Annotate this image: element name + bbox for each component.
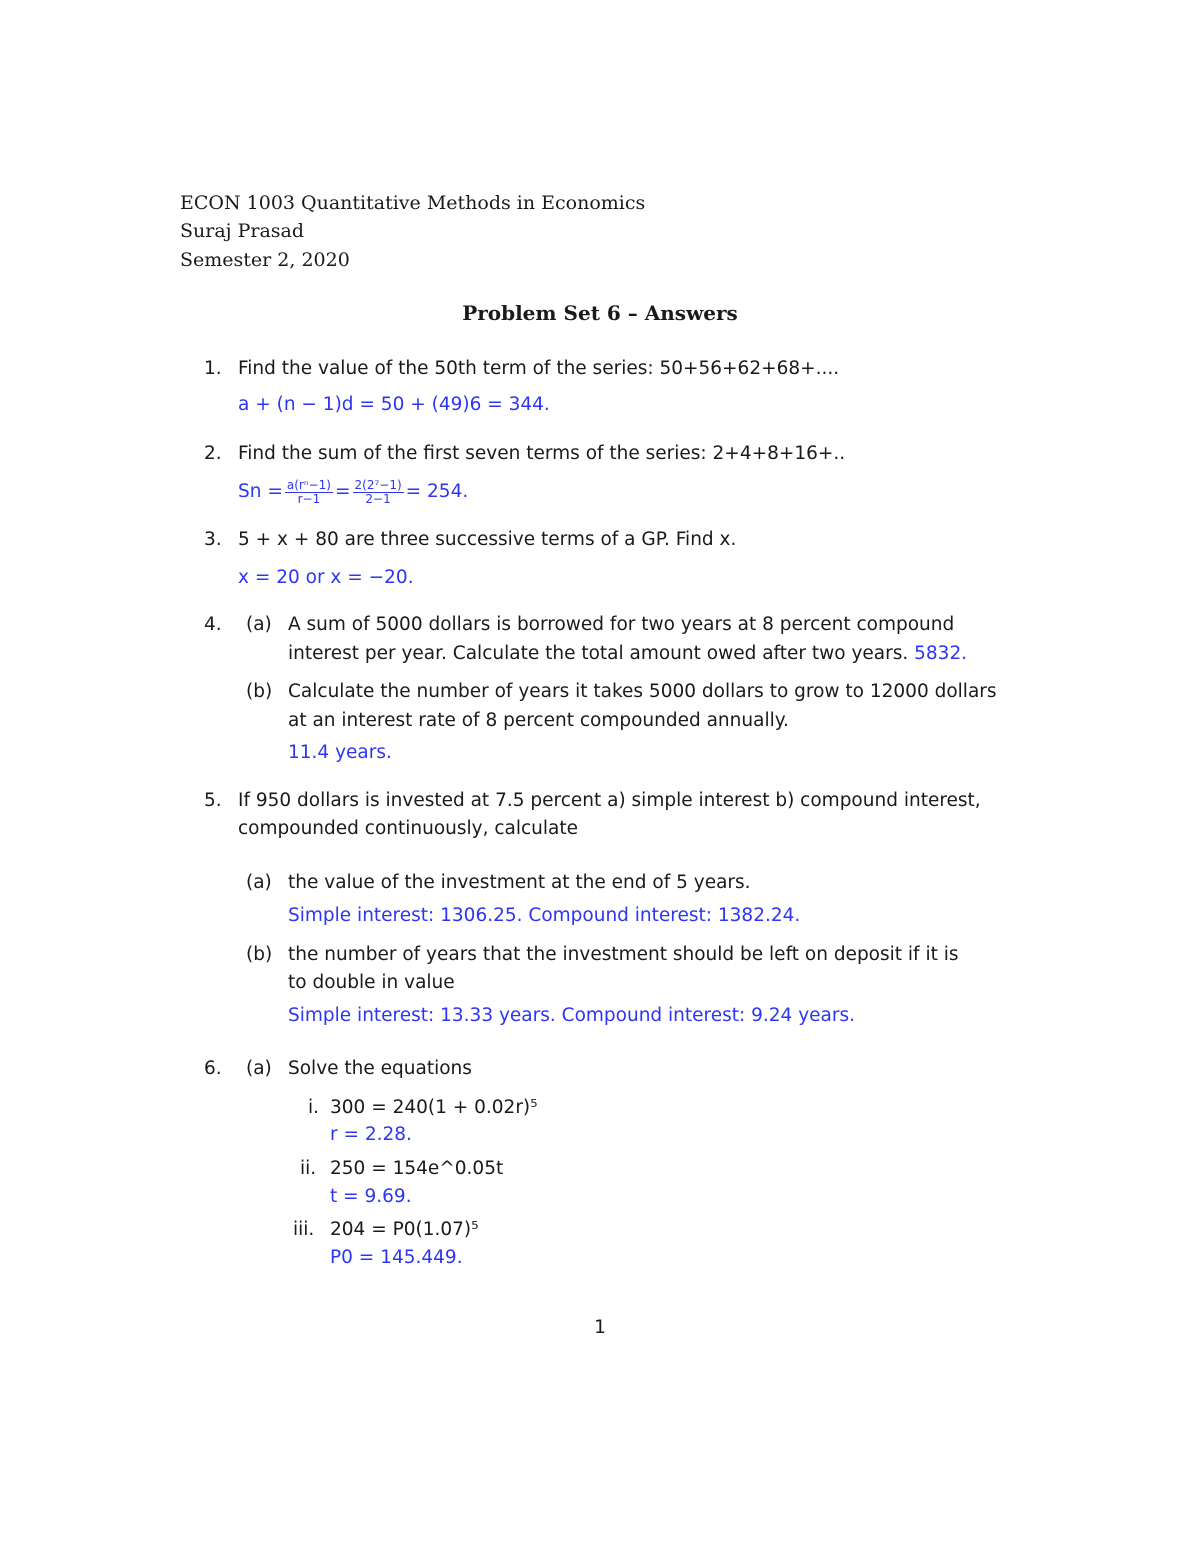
q5a-text: the value of the investment at the end of 5 years. — [288, 872, 751, 893]
q4a-line1: A sum of 5000 dollars is borrowed for two years at 8 percent compound — [288, 614, 955, 635]
semester: Semester 2, 2020 — [180, 249, 350, 271]
q5-line1: If 950 dollars is invested at 7.5 percent a) simple interest b) compound interest, — [238, 790, 981, 811]
q6-number: 6. — [204, 1058, 222, 1079]
q2-text: Find the sum of the first seven terms of the series: 2+4+8+16+.. — [238, 443, 846, 464]
q6a-text: Solve the equations — [288, 1058, 472, 1079]
q4b-line2: at an interest rate of 8 percent compounded annually. — [288, 710, 789, 731]
q1-answer: a + (n − 1)d = 50 + (49)6 = 344. — [238, 394, 550, 415]
page-number: 1 — [594, 1317, 606, 1338]
q6-ii-answer: t = 9.69. — [330, 1186, 412, 1207]
q6-i-label: i. — [308, 1097, 320, 1118]
q4-number: 4. — [204, 614, 222, 635]
q2-substituted-numerator: 2(2⁷−1) — [354, 477, 402, 492]
q6-ii-label: ii. — [300, 1158, 317, 1179]
q2-number: 2. — [204, 443, 222, 464]
q2-answer-lhs: Sn = — [238, 481, 283, 502]
q6-ii-equation: 250 = 154e^0.05t — [330, 1158, 504, 1179]
q4a-line2: interest per year. Calculate the total amount owed after two years. — [288, 643, 909, 664]
q5b-label: (b) — [246, 944, 273, 965]
q2-formula-denominator: r−1 — [297, 491, 321, 506]
page-title: Problem Set 6 – Answers — [462, 301, 738, 325]
q4a-answer: 5832. — [914, 643, 968, 664]
q6-iii-label: iii. — [293, 1219, 315, 1240]
q5b-line2: to double in value — [288, 972, 455, 993]
q2-answer — [238, 477, 468, 507]
q6-iii-equation: 204 = P0(1.07)⁵ — [330, 1219, 479, 1240]
q5a-answer: Simple interest: 1306.25. Compound interest: 1382.24. — [288, 905, 801, 926]
q4b-answer: 11.4 years. — [288, 742, 392, 763]
q3-text: 5 + x + 80 are three successive terms of a GP. Find x. — [238, 529, 737, 550]
q2-substituted-denominator: 2−1 — [365, 491, 391, 506]
q5b-answer: Simple interest: 13.33 years. Compound interest: 9.24 years. — [288, 1005, 855, 1026]
q2-formula-numerator: a(rⁿ−1) — [286, 477, 331, 492]
q2-equals: = — [334, 481, 351, 502]
q1-number: 1. — [204, 358, 222, 379]
q4b-label: (b) — [246, 681, 273, 702]
q1-text: Find the value of the 50th term of the series: 50+56+62+68+.... — [238, 358, 840, 379]
q3-answer: x = 20 or x = −20. — [238, 567, 414, 588]
q5b-line1: the number of years that the investment should be left on deposit if it is — [288, 944, 959, 965]
q6-i-answer: r = 2.28. — [330, 1124, 412, 1145]
q3-number: 3. — [204, 529, 222, 550]
course-title: ECON 1003 Quantitative Methods in Economics — [180, 192, 646, 214]
q4a-label: (a) — [246, 614, 272, 635]
q2-answer-rhs: = 254. — [405, 481, 469, 502]
q2-formula-fraction — [285, 479, 333, 506]
q4b-line1: Calculate the number of years it takes 5000 dollars to grow to 12000 dollars — [288, 681, 997, 702]
q4a-line2-wrap — [288, 641, 967, 667]
q6-i-equation: 300 = 240(1 + 0.02r)⁵ — [330, 1097, 538, 1118]
q5-line2: compounded continuously, calculate — [238, 818, 579, 839]
q6a-label: (a) — [246, 1058, 272, 1079]
q5-number: 5. — [204, 790, 222, 811]
q6-iii-answer: P0 = 145.449. — [330, 1247, 463, 1268]
q5a-label: (a) — [246, 872, 272, 893]
author-name: Suraj Prasad — [180, 220, 305, 242]
q2-substituted-fraction — [353, 479, 404, 506]
